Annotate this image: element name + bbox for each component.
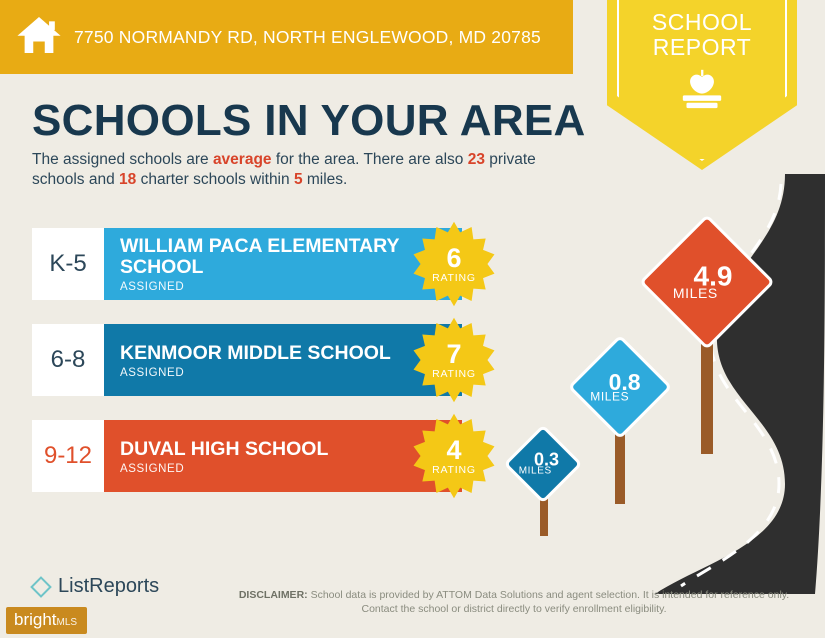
rating-value: 6 (446, 243, 462, 273)
grade-range-box (32, 324, 104, 396)
bright-mls-sub: MLS (56, 617, 78, 628)
school-row[interactable] (32, 324, 476, 396)
subtitle-part-4: charter schools within (136, 171, 294, 188)
listreports-logo (30, 575, 159, 598)
school-list (32, 228, 476, 516)
school-row[interactable] (32, 420, 476, 492)
grade-range: 6-8 (50, 346, 86, 373)
sign-post (615, 426, 625, 504)
disclaimer (236, 588, 792, 616)
distance-sign (635, 214, 785, 474)
subtitle-highlight-charter-count: 18 (119, 171, 137, 188)
assigned-label: ASSIGNED (120, 366, 185, 379)
subtitle-highlight-radius: 5 (293, 171, 303, 188)
listreports-mark-icon (30, 576, 52, 598)
school-name: WILLIAM PACA ELEMENTARY SCHOOL (120, 235, 400, 278)
grade-range: K-5 (49, 250, 87, 277)
rating-label: RATING (432, 464, 476, 476)
school-row[interactable] (32, 228, 476, 300)
school-name-box (104, 420, 462, 492)
grade-range-box (32, 420, 104, 492)
subtitle-highlight-private-count: 23 (467, 151, 485, 168)
bright-mls-logo (6, 607, 87, 634)
subtitle-highlight-rating: average (212, 151, 272, 168)
rating-label: RATING (432, 272, 476, 284)
assigned-label: ASSIGNED (120, 281, 185, 293)
apple-and-books-icon (607, 68, 797, 115)
home-icon (16, 14, 74, 61)
header-bar (0, 0, 573, 74)
school-name-box (104, 324, 462, 396)
sign-distance: 0.8 (608, 368, 641, 395)
assigned-label: ASSIGNED (120, 462, 185, 475)
grade-range-box (32, 228, 104, 300)
subtitle-part-5: miles. (302, 171, 348, 188)
sign-distance: 0.3 (534, 449, 560, 470)
badge-line-2: REPORT (652, 34, 752, 60)
badge-line-1: SCHOOL (651, 9, 753, 35)
badge-text (607, 10, 797, 60)
school-name: DUVAL HIGH SCHOOL (120, 437, 329, 460)
listreports-label: ListReports (58, 575, 160, 597)
road-illustration (485, 174, 825, 594)
rating-value: 4 (446, 435, 462, 465)
sign-unit: MILES (673, 285, 719, 302)
disclaimer-label: DISCLAIMER: (238, 589, 308, 601)
sign-post (701, 336, 713, 454)
sign-unit: MILES (590, 389, 630, 404)
school-name-box (104, 228, 462, 300)
grade-range: 9-12 (43, 442, 93, 469)
bright-mls-main: bright (14, 610, 57, 629)
page-title: SCHOOLS IN YOUR AREA (32, 96, 586, 145)
sign-unit: MILES (519, 465, 553, 477)
disclaimer-text: School data is provided by ATTOM Data Solutions and agent selection. It is intended for reference only. Contact the school or district directly to verify enrollment eligibility. (307, 589, 790, 615)
subtitle-part-3: private schools and (32, 151, 536, 188)
rating-label: RATING (432, 368, 476, 380)
subtitle-part-1: The assigned schools are (32, 151, 213, 168)
sign-face (639, 214, 775, 350)
rating-value: 7 (446, 339, 462, 369)
property-address: 7750 NORMANDY RD, NORTH ENGLEWOOD, MD 20785 (74, 26, 541, 47)
sign-distance: 4.9 (693, 260, 733, 292)
school-report-badge (607, 0, 797, 170)
subtitle-part-2: for the area. There are also (271, 151, 468, 168)
school-name: KENMOOR MIDDLE SCHOOL (120, 341, 391, 364)
